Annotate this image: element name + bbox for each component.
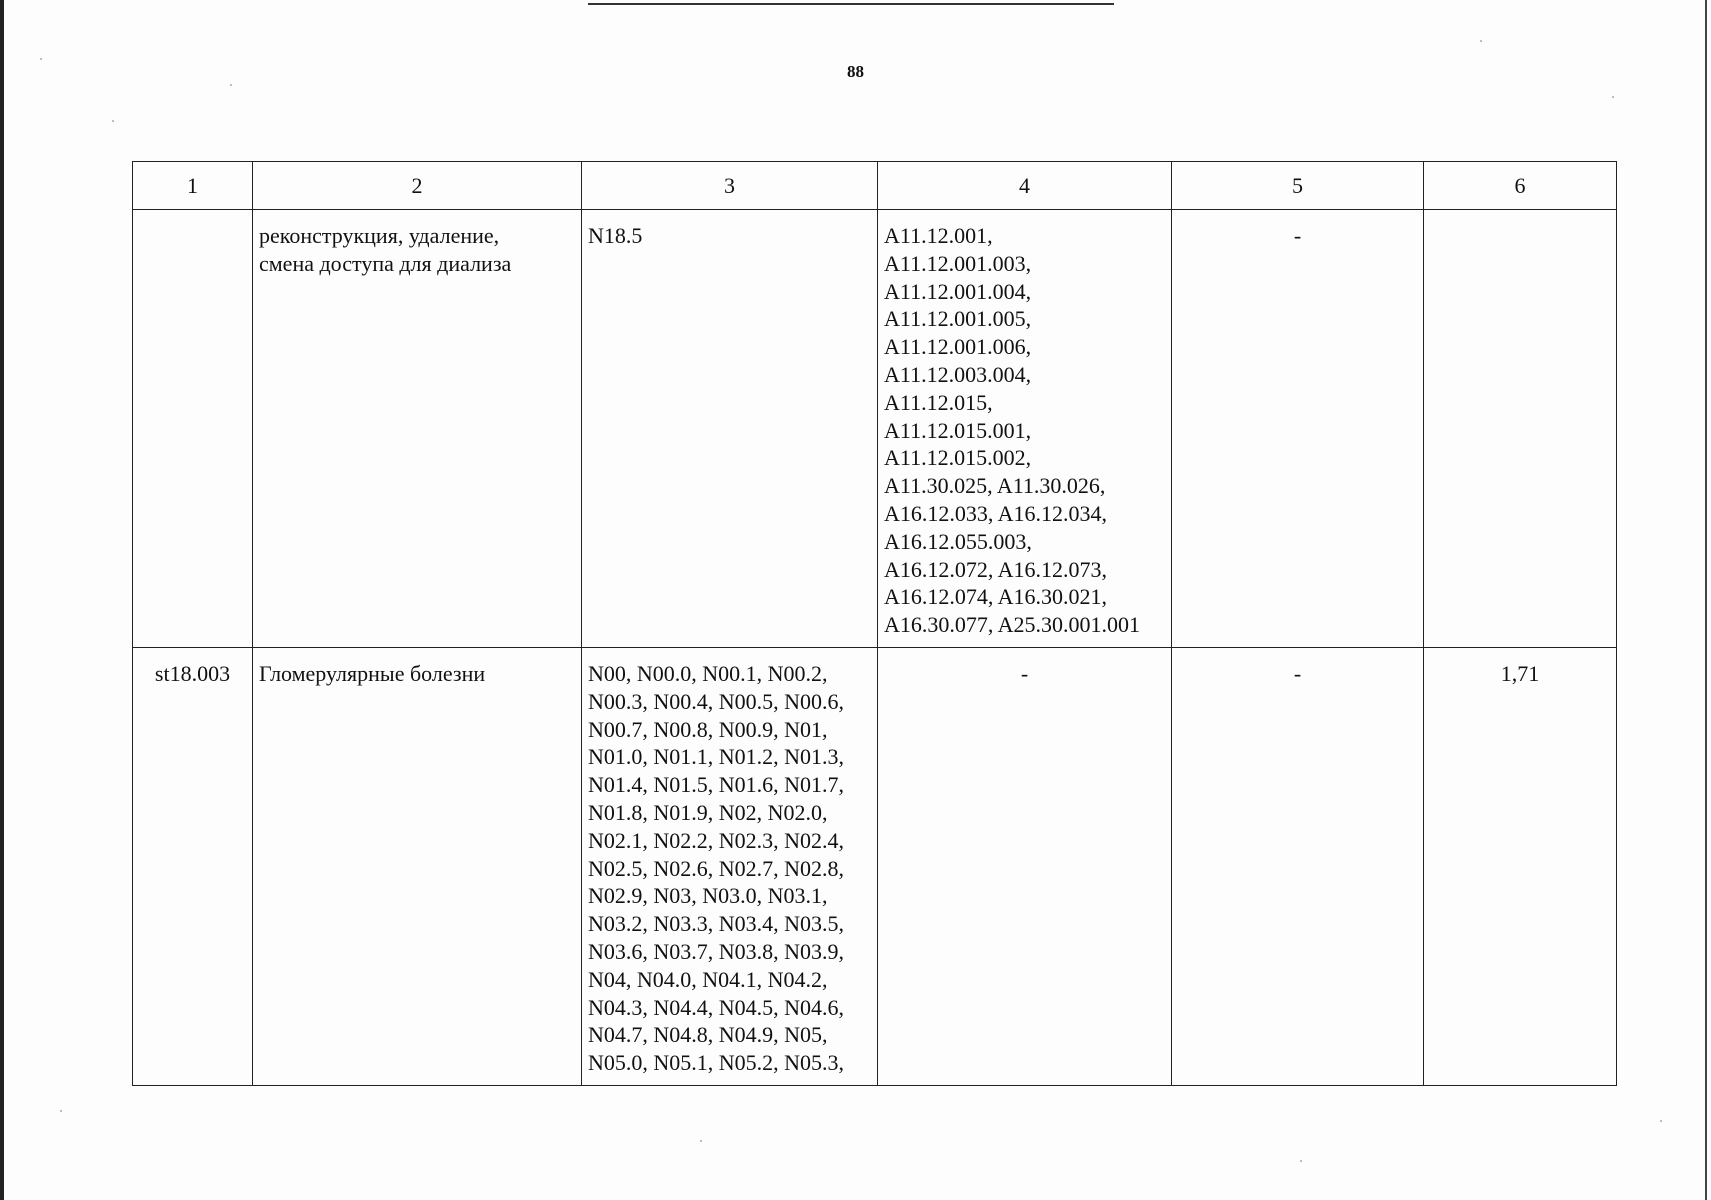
cell-name-text: Гломерулярные болезни xyxy=(259,661,486,686)
cell-service-codes-text: A11.12.001, A11.12.001.003, A11.12.001.004, A11.12.001.005, A11.12.001.006, A11.12.003.004, A11.12.015, A11.12.015.001, A11.12.015.002, A11.30.025, A11.30.026, A16.12.033, A16.12.034, A16.12.055.003, A16.12.072, A16.12.073, A16.12.074, A16.30.021, A16.30.077, A25.30.001.001 xyxy=(884,223,1141,638)
header-col-6: 6 xyxy=(1424,162,1617,210)
cell-service-codes-text: - xyxy=(1020,661,1029,686)
scan-speck xyxy=(700,1140,702,1142)
scan-speck xyxy=(1612,96,1614,98)
scan-speck xyxy=(1480,40,1482,42)
cell-diagnosis-codes xyxy=(582,648,878,1086)
scan-left-edge xyxy=(0,0,4,1200)
cell-diagnosis-codes-text: N00, N00.0, N00.1, N00.2, N00.3, N00.4, N00.5, N00.6, N00.7, N00.8, N00.9, N01, N01.0, N01.1, N01.2, N01.3, N01.4, N01.5, N01.6, N01.7, N01.8, N01.9, N02, N02.0, N02.1, N02.2, N02.3, N02.4, N02.5, N02.6, N02.7, N02.8, N02.9, N03, N03.0, N03.1, N03.2, N03.3, N03.4, N03.5, N03.6, N03.7, N03.8, N03.9, N04, N04.0, N04.1, N04.2, N04.3, N04.4, N04.5, N04.6, N04.7, N04.8, N04.9, N05, N05.0, N05.1, N05.2, N05.3, xyxy=(588,661,845,1076)
cell-coefficient-text xyxy=(1424,210,1616,230)
cell-coefficient-text: 1,71 xyxy=(1500,661,1540,686)
cell-code xyxy=(133,210,253,648)
header-col-2: 2 xyxy=(253,162,582,210)
cell-code-text xyxy=(133,210,252,230)
cell-name xyxy=(253,648,582,1086)
scan-speck xyxy=(230,84,232,86)
header-col-3: 3 xyxy=(582,162,878,210)
table-row xyxy=(133,648,1617,1086)
cell-col5-text: - xyxy=(1293,223,1302,248)
top-rule xyxy=(588,3,1114,5)
scan-speck xyxy=(60,1110,62,1112)
table-row xyxy=(133,210,1617,648)
cell-diagnosis-codes xyxy=(582,210,878,648)
cell-coefficient xyxy=(1424,210,1617,648)
scan-speck xyxy=(1300,1160,1302,1162)
cell-code-text: st18.003 xyxy=(154,661,231,686)
page-number: 88 xyxy=(847,62,864,81)
cell-service-codes xyxy=(878,210,1172,648)
cell-coefficient xyxy=(1424,648,1617,1086)
cell-col5-text: - xyxy=(1293,661,1302,686)
scan-speck xyxy=(1660,1120,1662,1122)
header-col-1: 1 xyxy=(133,162,253,210)
cell-diagnosis-codes-text: N18.5 xyxy=(588,223,643,248)
cell-service-codes xyxy=(878,648,1172,1086)
cell-col5 xyxy=(1172,648,1424,1086)
scan-right-edge xyxy=(1705,0,1707,1200)
cell-code xyxy=(133,648,253,1086)
scan-speck xyxy=(112,120,114,122)
header-row xyxy=(133,162,1617,210)
cell-col5 xyxy=(1172,210,1424,648)
cell-name xyxy=(253,210,582,648)
cell-name-text: реконструкция, удаление, смена доступа для диализа xyxy=(259,223,512,276)
header-col-5: 5 xyxy=(1172,162,1424,210)
scan-speck xyxy=(40,58,42,60)
tariff-table xyxy=(132,161,1617,1086)
header-col-4: 4 xyxy=(878,162,1172,210)
